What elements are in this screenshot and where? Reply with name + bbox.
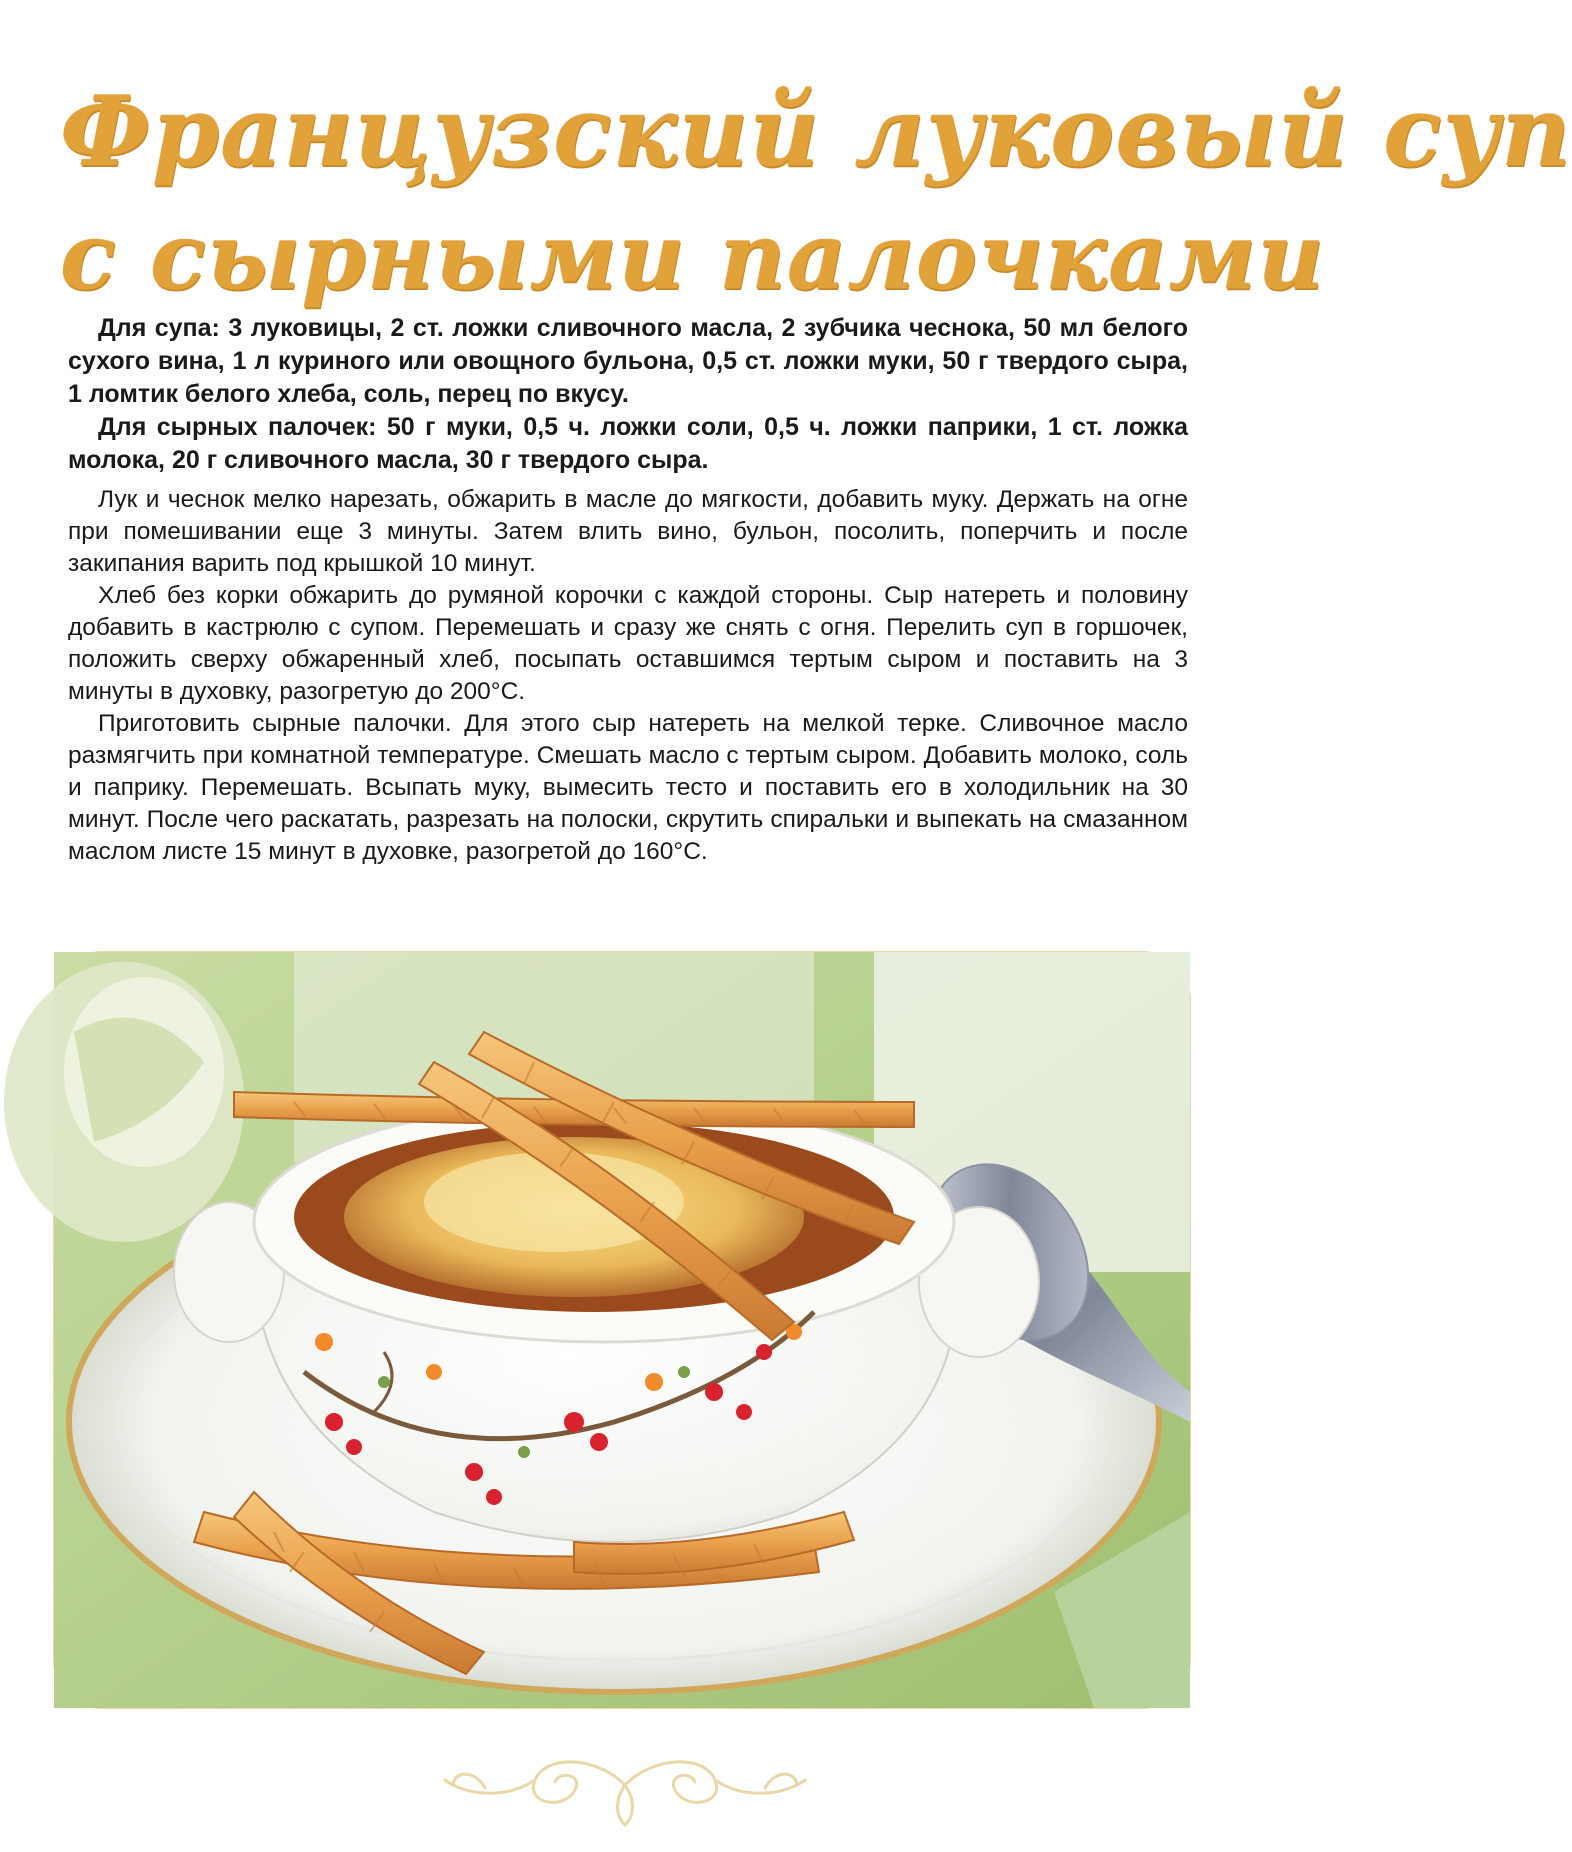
method-paragraph-1: Лук и чеснок мелко нарезать, обжарить в масле до мягкости, добавить муку. Держать на огне при помешивании еще 3 минуты. Затем влить вино, бульон, посолить, поперчить и после закипания варить под крышкой 10 минут. [68, 486, 1188, 577]
recipe-title-line-1: Французский луковый суп [60, 75, 1572, 188]
ingredients-cheese-sticks: Для сырных палочек: 50 г муки, 0,5 ч. ложки соли, 0,5 ч. ложки паприки, 1 ст. ложка молока, 20 г сливочного масла, 30 г твердого сыра. [68, 413, 1188, 474]
ingredients-soup: Для супа: 3 луковицы, 2 ст. ложки сливочного масла, 2 зубчика чеснока, 50 мл белого сухого вина, 1 л куриного или овощного бульона, 0,5 ст. ложки муки, 50 г твердого сыра, 1 ломтик белого хлеба, соль, перец по вкусу. [68, 314, 1188, 408]
decorative-ornament-icon [425, 1740, 825, 1830]
recipe-title-line-2: с сырными палочками [60, 202, 1326, 310]
method-paragraph-2: Хлеб без корки обжарить до румяной корочки с каждой стороны. Сыр натереть и половину добавить в кастрюлю с супом. Перемешать и сразу же снять с огня. Перелить суп в горшочек, положить сверху обжаренный хлеб, посыпать оставшимся тертым сыром и поставить на 3 минуты в духовку, разогретую до 200°С. [68, 582, 1188, 705]
ingredients-block [68, 312, 1188, 477]
method-paragraph-3: Приготовить сырные палочки. Для этого сыр натереть на мелкой терке. Сливочное масло размягчить при комнатной температуре. Смешать масло с тертым сыром. Добавить молоко, соль и паприку. Перемешать. Всыпать муку, вымесить тесто и поставить его в холодильник на 30 минут. После чего раскатать, разрезать на полоски, скрутить спиральки и выпекать на смазанном маслом листе 15 минут в духовке, разогретой до 160°С. [68, 710, 1188, 865]
method-block [68, 484, 1188, 868]
dish-photo [54, 952, 1190, 1708]
